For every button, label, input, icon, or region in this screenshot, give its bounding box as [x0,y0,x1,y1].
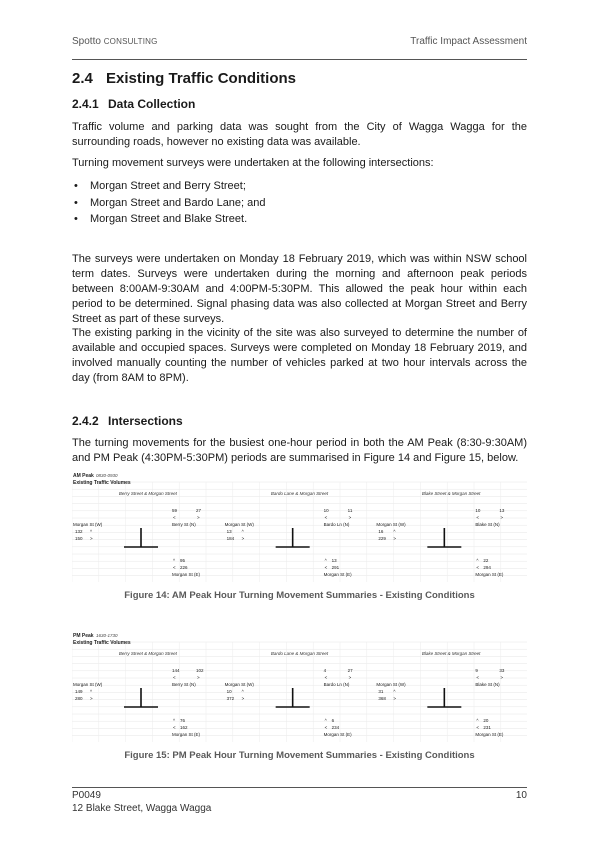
west-street-label: Morgan St (W) [376,682,406,687]
header-brand [72,36,158,47]
north-right-arrow: > [197,675,200,680]
pm-peak-turning-movement-diagram [72,630,527,742]
south-arrow-a: ^ [173,718,176,723]
south-street-label: Morgan St (E) [323,732,352,737]
north-street-label: Bardo Ln (N) [323,682,350,687]
footer-page-number: 10 [515,790,527,801]
subsection-title: Intersections [108,414,183,428]
south-arrow-b: < [173,565,176,570]
south-volume-b: 162 [180,725,188,730]
figure-pm-peak [72,630,527,742]
paragraph-survey-dates: The surveys were undertaken on Monday 18 February 2019, which was within NSW school term dates. Surveys were undertaken during the morning and afternoon peak periods between 8:00AM-9:30AM and 4:00PM-5:30PM. This allowed the peak hour within each period to be determined. Signal phasing data was also collected at Morgan Street and Berry Street as part of these surveys. [72,253,527,325]
footer-project-code: P0049 [72,790,101,801]
south-street-label: Morgan St (E) [172,572,201,577]
north-left-volume: 10 [323,508,329,513]
south-arrow-b: < [324,725,328,730]
west-arrow-a: ^ [90,529,93,534]
intersection-title: Bardo Lane & Morgan Street [270,651,329,656]
south-volume-a: 20 [483,718,489,723]
north-left-arrow: < [173,675,176,680]
north-right-volume: 27 [347,668,353,673]
west-street-label: Morgan St (W) [224,682,254,687]
figure-peak-label: PM Peak [73,633,94,639]
west-arrow-b: > [393,696,396,701]
intersection-title: Blake Street & Morgan Street [421,491,481,496]
west-arrow-b: > [90,696,93,701]
north-left-volume: 10 [475,508,481,513]
south-street-label: Morgan St (E) [172,732,201,737]
south-arrow-b: < [476,725,479,730]
west-volume-a: 16 [378,529,384,534]
figure-subtitle: Existing Traffic Volumes [73,480,131,486]
south-arrow-a: ^ [324,558,327,563]
west-volume-b: 372 [226,696,235,701]
footer-rule [72,787,527,788]
north-right-arrow: > [500,515,503,520]
south-volume-b: 291 [331,565,340,570]
brand-suffix: CONSULTING [103,37,158,46]
south-arrow-b: < [324,565,328,570]
west-volume-a: 10 [226,689,232,694]
paragraph-data-sources: Traffic volume and parking data was sought from the City of Wagga Wagga for the surrounding roads, however no existing data was available. [72,121,527,148]
west-volume-b: 229 [378,536,386,541]
west-arrow-b: > [393,536,396,541]
west-volume-b: 368 [378,696,386,701]
west-volume-a: 132 [75,529,83,534]
paragraph-surveys-intro: Turning movement surveys were undertaken at the following intersections: [72,157,434,169]
intersection-list [72,178,266,228]
south-volume-a: 95 [180,558,186,563]
north-left-arrow: < [476,515,479,520]
west-volume-a: 31 [378,689,384,694]
figure-peak-time: 0830-0930 [96,473,118,478]
west-volume-b: 280 [75,696,83,701]
west-street-label: Morgan St (W) [224,522,254,527]
south-volume-b: 234 [331,725,340,730]
north-left-volume: 59 [172,508,178,513]
south-volume-b: 231 [483,725,491,730]
west-arrow-b: > [241,696,245,701]
section-number: 2.4 [72,70,93,87]
south-volume-a: 76 [180,718,186,723]
west-volume-a: 149 [75,689,83,694]
header-rule [72,59,527,60]
north-right-arrow: > [500,675,503,680]
section-heading [72,70,296,87]
north-right-arrow: > [348,515,352,520]
west-arrow-a: ^ [241,529,244,534]
west-arrow-b: > [241,536,245,541]
south-volume-a: 22 [483,558,489,563]
south-arrow-b: < [476,565,479,570]
south-street-label: Morgan St (E) [323,572,352,577]
list-item: • Morgan Street and Blake Street. [72,211,266,228]
west-arrow-a: ^ [393,689,396,694]
intersection-title: Bardo Lane & Morgan Street [270,491,329,496]
north-right-volume: 27 [196,508,202,513]
subsection-heading-data-collection [72,97,195,111]
west-arrow-a: ^ [90,689,93,694]
figure-subtitle: Existing Traffic Volumes [73,640,131,646]
south-volume-a: 6 [331,718,335,723]
footer-address: 12 Blake Street, Wagga Wagga [72,803,212,814]
subsection-title: Data Collection [108,97,196,111]
north-street-label: Berry St (N) [172,522,196,527]
north-left-volume: 4 [323,668,327,673]
south-street-label: Morgan St (E) [475,732,504,737]
south-volume-b: 226 [180,565,188,570]
header-title: Traffic Impact Assessment [410,36,527,47]
list-item: • Morgan Street and Bardo Lane; and [72,195,266,212]
south-volume-b: 294 [483,565,491,570]
west-street-label: Morgan St (W) [376,522,406,527]
north-street-label: Bardo Ln (N) [323,522,350,527]
north-right-volume: 13 [499,508,505,513]
subsection-heading-intersections [72,414,183,428]
west-volume-b: 150 [75,536,83,541]
north-right-volume: 11 [347,508,353,513]
north-right-arrow: > [197,515,200,520]
figure-caption-am: Figure 14: AM Peak Hour Turning Movement Summaries - Existing Conditions [124,590,475,601]
west-arrow-a: ^ [241,689,244,694]
north-left-arrow: < [324,675,328,680]
am-peak-turning-movement-diagram [72,470,527,582]
subsection-number: 2.4.1 [72,97,99,111]
north-left-volume: 144 [172,668,180,673]
intersection-title: Berry Street & Morgan Street [118,651,177,656]
north-right-volume: 102 [196,668,204,673]
south-street-label: Morgan St (E) [475,572,504,577]
north-left-volume: 9 [475,668,478,673]
west-volume-a: 13 [226,529,232,534]
north-street-label: Berry St (N) [172,682,196,687]
subsection-number: 2.4.2 [72,414,99,428]
paragraph-parking: The existing parking in the vicinity of the site was also surveyed to determine the number of available and occupied spaces. Surveys were completed on Monday 18 February 2019, and involved manually counting the number of vehicles parked at two hour intervals across the day (from 8AM to 8PM). [72,327,527,384]
south-arrow-a: ^ [476,718,479,723]
west-street-label: Morgan St (W) [73,682,103,687]
west-arrow-a: ^ [393,529,396,534]
north-left-arrow: < [324,515,328,520]
north-street-label: Blake St (N) [475,682,500,687]
intersection-title: Berry Street & Morgan Street [118,491,177,496]
south-arrow-a: ^ [173,558,176,563]
figure-peak-time: 1630-1730 [96,633,118,638]
south-arrow-a: ^ [476,558,479,563]
south-arrow-b: < [173,725,176,730]
intersection-title: Blake Street & Morgan Street [421,651,481,656]
list-item: • Morgan Street and Berry Street; [72,178,266,195]
figure-caption-pm: Figure 15: PM Peak Hour Turning Movement Summaries - Existing Conditions [124,750,475,761]
north-street-label: Blake St (N) [475,522,500,527]
west-arrow-b: > [90,536,93,541]
section-title: Existing Traffic Conditions [106,70,297,87]
brand-name: Spotto [72,36,101,47]
north-left-arrow: < [476,675,479,680]
paragraph-turning-movements: The turning movements for the busiest one-hour period in both the AM Peak (8:30-9:30AM) and PM Peak (4:30PM-5:30PM) periods are summarised in Figure 14 and Figure 15, below. [72,437,527,464]
west-volume-b: 184 [226,536,235,541]
north-right-volume: 33 [499,668,505,673]
south-volume-a: 13 [331,558,337,563]
south-arrow-a: ^ [324,718,327,723]
figure-peak-label: AM Peak [73,473,94,479]
north-left-arrow: < [173,515,176,520]
west-street-label: Morgan St (W) [73,522,103,527]
north-right-arrow: > [348,675,352,680]
figure-am-peak [72,470,527,582]
